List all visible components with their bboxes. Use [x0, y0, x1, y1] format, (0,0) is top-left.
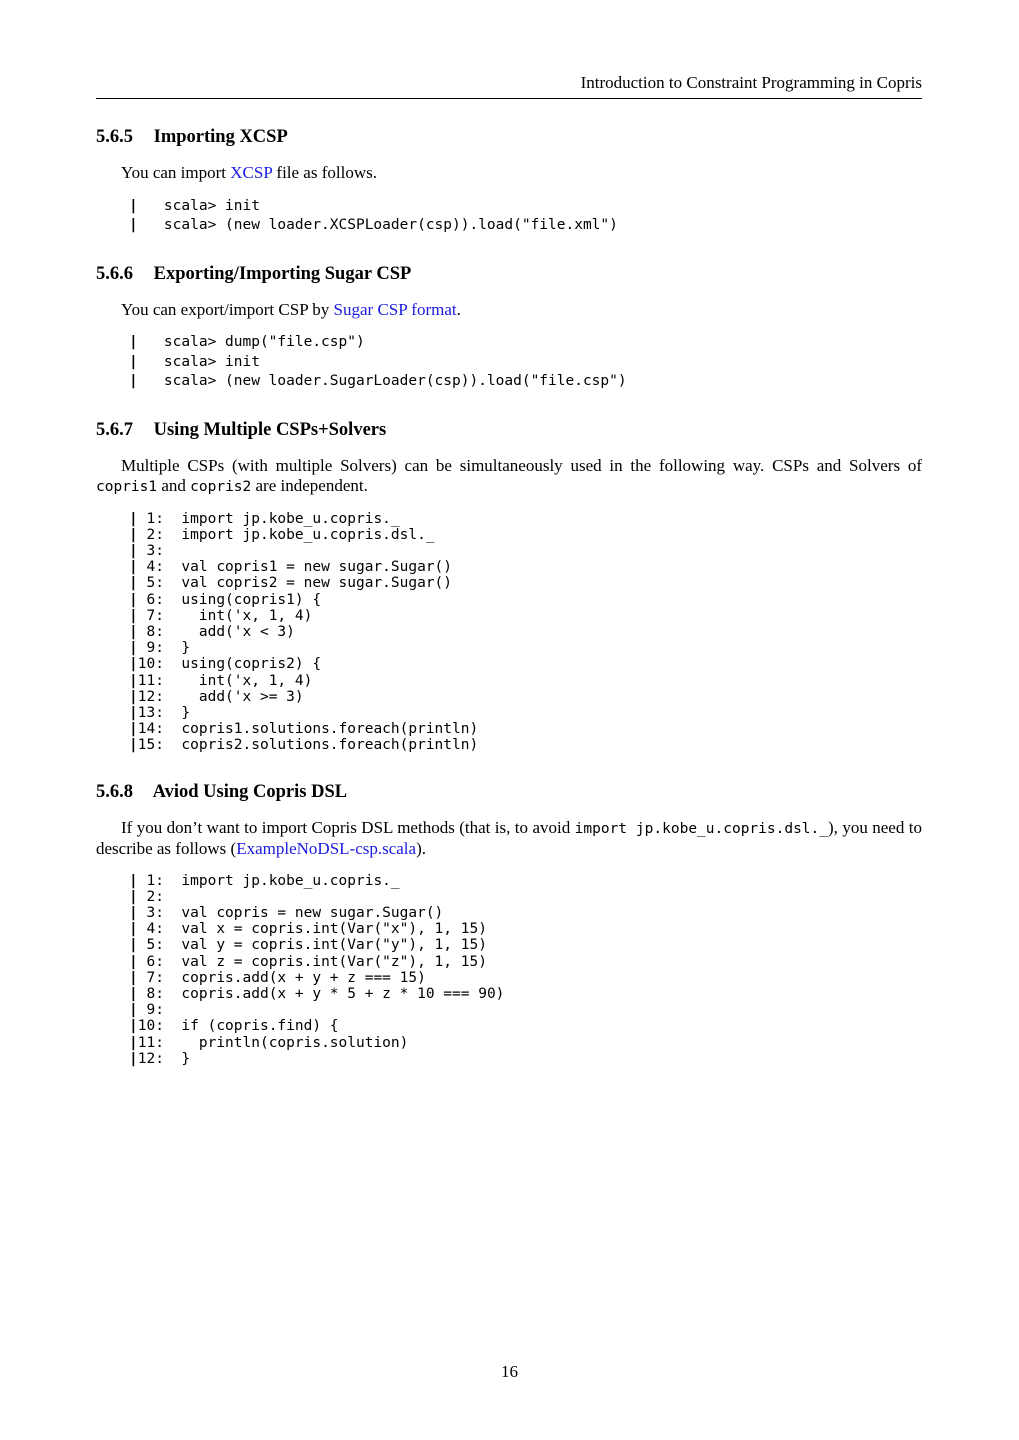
code-line: [129, 1018, 922, 1034]
gutter-bar-icon: |: [129, 1002, 138, 1019]
code-line: [129, 721, 922, 737]
section-number: 5.6.5: [96, 127, 133, 147]
code-line: [129, 353, 922, 373]
gutter-bar-icon: |: [129, 737, 138, 754]
code-text: val copris2 = new sugar.Sugar(): [163, 575, 453, 592]
section: [96, 419, 922, 754]
code-text: println(copris.solution): [163, 1034, 409, 1051]
sections: [96, 126, 922, 1067]
section-paragraph: You can export/import CSP by Sugar CSP format.: [121, 299, 461, 319]
line-number: 15:: [137, 737, 164, 754]
gutter-bar-icon: |: [129, 721, 138, 738]
code-text: val copris = new sugar.Sugar(): [163, 904, 444, 921]
line-number: 9:: [137, 1002, 164, 1019]
code-block: [129, 873, 922, 1067]
section: [96, 263, 922, 392]
code-line: [129, 737, 922, 753]
code-line: [129, 673, 922, 689]
gutter-bar-icon: |: [129, 1018, 138, 1035]
code-text: val y = copris.int(Var("y"), 1, 15): [163, 937, 487, 954]
gutter-bar-icon: |: [129, 904, 138, 921]
gutter-bar-icon: |: [129, 937, 138, 954]
gutter-bar-icon: |: [129, 334, 138, 350]
code-line: [129, 921, 922, 937]
code-text: val z = copris.int(Var("z"), 1, 15): [163, 953, 487, 970]
section-paragraph: If you don’t want to import Copris DSL methods (that is, to avoid import jp.kobe_u.copris.dsl._), you need to describe as follows (ExampleNoDSL-csp.scala).: [96, 817, 922, 859]
header-rule: [96, 98, 922, 99]
code-line: [129, 954, 922, 970]
inline-code: import jp.kobe_u.copris.dsl._: [574, 820, 828, 837]
gutter-bar-icon: |: [129, 953, 138, 970]
code-line: [129, 1035, 922, 1051]
line-number: 7:: [137, 969, 164, 986]
gutter-bar-icon: |: [129, 575, 138, 592]
code-text: [164, 1002, 181, 1018]
code-text: if (copris.find) {: [163, 1018, 339, 1035]
code-text: int('x, 1, 4): [163, 607, 313, 624]
section-paragraph: Multiple CSPs (with multiple Solvers) can be simultaneously used in the following way. CSPs and Solvers of copris1 and copris2 are independent.: [96, 455, 922, 495]
gutter-bar-icon: |: [129, 542, 138, 559]
gutter-bar-icon: |: [129, 656, 138, 673]
code-text: [164, 889, 181, 905]
inline-link[interactable]: ExampleNoDSL-csp.scala: [236, 839, 417, 859]
inline-link[interactable]: Sugar CSP format: [333, 299, 457, 319]
line-number: 10:: [137, 656, 164, 673]
code-line: [129, 889, 922, 905]
code-text: scala> (new loader.XCSPLoader(csp)).load("file.xml"): [137, 217, 618, 233]
code-text: scala> init: [137, 197, 260, 214]
code-line: [129, 1002, 922, 1018]
header-title: Introduction to Constraint Programming in Copris: [580, 73, 922, 92]
code-line: [129, 705, 922, 721]
line-number: 1:: [137, 510, 164, 527]
line-number: 6:: [137, 591, 164, 608]
page-footer: [0, 1362, 1019, 1382]
code-text: val copris1 = new sugar.Sugar(): [163, 559, 453, 576]
code-text: scala> init: [137, 353, 260, 370]
line-number: 11:: [137, 672, 164, 689]
code-text: }: [163, 1050, 191, 1067]
section-heading: [96, 126, 922, 148]
section-title: Aviod Using Copris DSL: [152, 781, 348, 802]
code-line: [129, 1051, 922, 1067]
gutter-bar-icon: |: [129, 969, 138, 986]
section: [96, 126, 922, 236]
code-line: [129, 986, 922, 1002]
section-heading: [96, 263, 922, 285]
code-line: [129, 656, 922, 672]
inline-link[interactable]: XCSP: [230, 163, 273, 182]
code-text: import jp.kobe_u.copris._: [163, 510, 400, 527]
line-number: 10:: [137, 1018, 164, 1035]
gutter-bar-icon: |: [129, 623, 138, 640]
code-text: import jp.kobe_u.copris._: [163, 872, 400, 889]
gutter-bar-icon: |: [129, 888, 138, 905]
gutter-bar-icon: |: [129, 1034, 138, 1051]
gutter-bar-icon: |: [129, 921, 138, 938]
section-number: 5.6.8: [96, 781, 133, 802]
section: [96, 781, 922, 1067]
code-line: [129, 372, 922, 392]
code-block: [129, 511, 922, 754]
gutter-bar-icon: |: [129, 353, 138, 370]
section-heading: [96, 781, 922, 803]
gutter-bar-icon: |: [129, 591, 138, 608]
line-number: 5:: [137, 937, 164, 954]
page-number: 16: [501, 1362, 518, 1381]
code-text: scala> (new loader.SugarLoader(csp)).load("file.csp"): [137, 373, 627, 389]
gutter-bar-icon: |: [129, 373, 138, 389]
line-number: 1:: [137, 872, 164, 889]
code-line: [129, 905, 922, 921]
code-text: }: [163, 640, 191, 657]
code-text: scala> dump("file.csp"): [137, 334, 365, 350]
line-number: 11:: [137, 1034, 164, 1051]
line-number: 12:: [137, 1050, 164, 1067]
code-line: [129, 689, 922, 705]
section-paragraph: You can import XCSP file as follows.: [121, 163, 377, 182]
line-number: 4:: [137, 921, 164, 938]
section-title: Exporting/Importing Sugar CSP: [153, 263, 412, 284]
code-line: [129, 937, 922, 953]
code-line: [129, 543, 922, 559]
line-number: 2:: [137, 888, 164, 905]
code-text: using(copris2) {: [163, 656, 322, 673]
code-text: }: [163, 704, 191, 721]
gutter-bar-icon: |: [129, 688, 138, 705]
gutter-bar-icon: |: [129, 704, 138, 721]
code-line: [129, 608, 922, 624]
code-text: using(copris1) {: [163, 591, 322, 608]
code-line: [129, 216, 922, 236]
line-number: 2:: [137, 526, 164, 543]
code-line: [129, 197, 922, 217]
inline-code: copris1: [96, 479, 158, 495]
line-number: 7:: [137, 607, 164, 624]
code-line: [129, 970, 922, 986]
gutter-bar-icon: |: [129, 640, 138, 657]
line-number: 8:: [137, 623, 164, 640]
gutter-bar-icon: |: [129, 607, 138, 624]
running-header: [96, 0, 922, 99]
code-text: add('x >= 3): [163, 688, 304, 705]
gutter-bar-icon: |: [129, 1050, 138, 1067]
gutter-bar-icon: |: [129, 526, 138, 543]
line-number: 3:: [137, 904, 164, 921]
code-text: add('x < 3): [163, 623, 295, 640]
gutter-bar-icon: |: [129, 559, 138, 576]
section-title: Using Multiple CSPs+Solvers: [153, 419, 387, 440]
line-number: 4:: [137, 559, 164, 576]
gutter-bar-icon: |: [129, 872, 138, 889]
line-number: 9:: [137, 640, 164, 657]
code-block: [129, 197, 922, 236]
code-text: copris2.solutions.foreach(println): [163, 737, 479, 754]
section-number: 5.6.6: [96, 263, 133, 284]
gutter-bar-icon: |: [129, 217, 138, 233]
gutter-bar-icon: |: [129, 985, 138, 1002]
line-number: 13:: [137, 704, 164, 721]
gutter-bar-icon: |: [129, 672, 138, 689]
line-number: 5:: [137, 575, 164, 592]
gutter-bar-icon: |: [129, 510, 138, 527]
code-line: [129, 624, 922, 640]
line-number: 6:: [137, 953, 164, 970]
code-text: copris.add(x + y * 5 + z * 10 === 90): [163, 985, 505, 1002]
code-line: [129, 511, 922, 527]
code-text: val x = copris.int(Var("x"), 1, 15): [163, 921, 487, 938]
line-number: 3:: [137, 542, 164, 559]
code-text: copris.add(x + y + z === 15): [163, 969, 426, 986]
code-line: [129, 873, 922, 889]
line-number: 12:: [137, 688, 164, 705]
gutter-bar-icon: |: [129, 197, 138, 214]
code-line: [129, 592, 922, 608]
section-number: 5.6.7: [96, 419, 133, 440]
code-line: [129, 640, 922, 656]
code-line: [129, 559, 922, 575]
line-number: 14:: [137, 721, 164, 738]
inline-code: copris2: [190, 479, 252, 495]
code-line: [129, 333, 922, 353]
code-text: [164, 543, 181, 559]
code-text: import jp.kobe_u.copris.dsl._: [163, 526, 435, 543]
section-heading: [96, 419, 922, 441]
code-text: copris1.solutions.foreach(println): [163, 721, 479, 738]
line-number: 8:: [137, 985, 164, 1002]
code-line: [129, 575, 922, 591]
section-title: Importing XCSP: [153, 127, 288, 147]
code-block: [129, 333, 922, 392]
code-text: int('x, 1, 4): [163, 672, 313, 689]
code-line: [129, 527, 922, 543]
